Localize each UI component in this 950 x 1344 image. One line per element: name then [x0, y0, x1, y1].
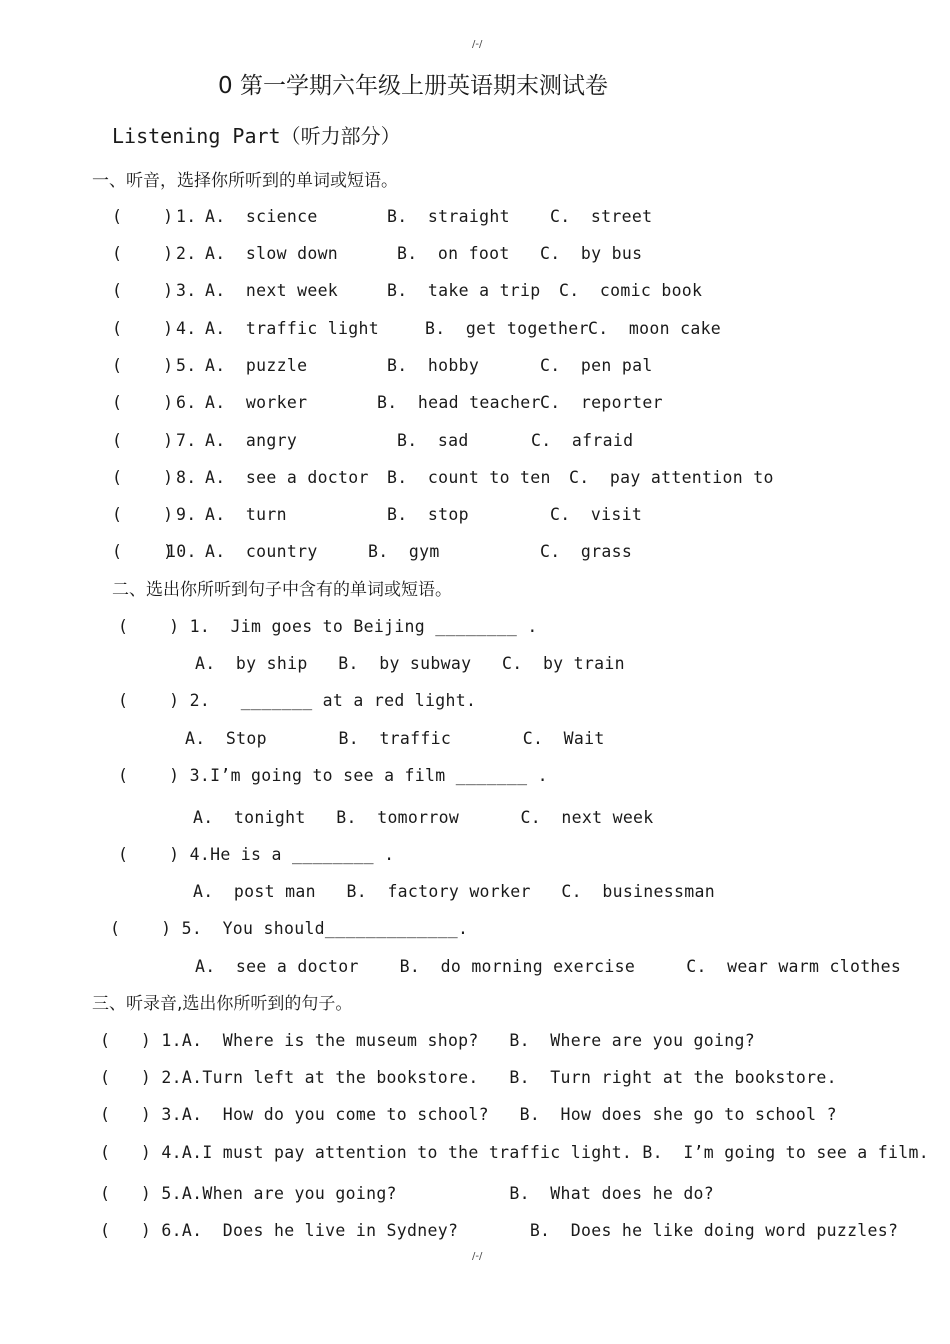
question-text[interactable]: ( ) 1. Jim goes to Beijing ________ . [118, 617, 538, 636]
question-options: A. Stop B. traffic C. Wait [185, 729, 605, 748]
item-number: 1. [176, 207, 197, 226]
list-item[interactable]: ( ) 1.A. Where is the museum shop? B. Where are you going? [100, 1031, 755, 1050]
option-b: B. straight [387, 207, 510, 226]
item-number: 6. [176, 393, 197, 412]
option-b: B. get together [425, 319, 589, 338]
option-a: A. puzzle [205, 356, 308, 375]
item-number: 4. [176, 319, 197, 338]
answer-bracket[interactable]: ( ) [112, 356, 174, 375]
option-a: A. science [205, 207, 318, 226]
option-c: C. by bus [540, 244, 643, 263]
item-number: 10. [166, 542, 197, 561]
option-c: C. comic book [559, 281, 703, 300]
option-b: B. head teacher [377, 393, 541, 412]
list-item[interactable]: ( ) 6.A. Does he live in Sydney? B. Does he like doing word puzzles? [100, 1221, 899, 1240]
option-b: B. gym [368, 542, 440, 561]
option-c: C. visit [550, 505, 643, 524]
answer-bracket[interactable]: ( ) [112, 542, 174, 561]
item-number: 2. [176, 244, 197, 263]
question-text[interactable]: ( ) 4.He is a ________ . [118, 845, 395, 864]
item-number: 9. [176, 505, 197, 524]
item-number: 3. [176, 281, 197, 300]
option-c: C. pen pal [540, 356, 653, 375]
question-text[interactable]: ( ) 2. _______ at a red light. [118, 691, 477, 710]
option-c: C. grass [540, 542, 633, 561]
item-number: 7. [176, 431, 197, 450]
question-options: A. see a doctor B. do morning exercise C. wear warm clothes [195, 957, 902, 976]
option-b: B. take a trip [387, 281, 541, 300]
option-c: C. street [550, 207, 653, 226]
answer-bracket[interactable]: ( ) [112, 207, 174, 226]
option-b: B. stop [387, 505, 469, 524]
question-text[interactable]: ( ) 3.I’m going to see a film _______ . [118, 766, 548, 785]
header-mark: /-/ [472, 39, 483, 50]
option-a: A. next week [205, 281, 339, 300]
list-item[interactable]: ( ) 3.A. How do you come to school? B. How does she go to school ? [100, 1105, 837, 1124]
page-title: 0 第一学期六年级上册英语期末测试卷 [218, 73, 608, 99]
question-options: A. post man B. factory worker C. businessman [193, 882, 715, 901]
answer-bracket[interactable]: ( ) [112, 468, 174, 487]
question-options: A. tonight B. tomorrow C. next week [193, 808, 654, 827]
answer-bracket[interactable]: ( ) [112, 244, 174, 263]
option-a: A. slow down [205, 244, 339, 263]
option-a: A. turn [205, 505, 287, 524]
option-b: B. on foot [397, 244, 510, 263]
option-a: A. see a doctor [205, 468, 369, 487]
item-number: 5. [176, 356, 197, 375]
question-text[interactable]: ( ) 5. You should_____________. [110, 919, 469, 938]
option-c: C. pay attention to [569, 468, 774, 487]
answer-bracket[interactable]: ( ) [112, 431, 174, 450]
section2-heading: 二、选出你所听到句子中含有的单词或短语。 [112, 580, 452, 600]
option-c: C. afraid [531, 431, 634, 450]
option-a: A. angry [205, 431, 298, 450]
option-c: C. moon cake [588, 319, 722, 338]
option-a: A. worker [205, 393, 308, 412]
section3-heading: 三、听录音,选出你所听到的句子。 [92, 994, 353, 1014]
option-b: B. hobby [387, 356, 480, 375]
answer-bracket[interactable]: ( ) [112, 281, 174, 300]
section1-heading: 一、听音，选择你所听到的单词或短语。 [92, 171, 398, 191]
list-item[interactable]: ( ) 4.A.I must pay attention to the traffic light. B. I’m going to see a film. [100, 1143, 929, 1162]
option-c: C. reporter [540, 393, 663, 412]
option-b: B. sad [397, 431, 469, 450]
question-options: A. by ship B. by subway C. by train [195, 654, 625, 673]
answer-bracket[interactable]: ( ) [112, 393, 174, 412]
list-item[interactable]: ( ) 5.A.When are you going? B. What does he do? [100, 1184, 715, 1203]
item-number: 8. [176, 468, 197, 487]
option-a: A. traffic light [205, 319, 379, 338]
option-b: B. count to ten [387, 468, 551, 487]
answer-bracket[interactable]: ( ) [112, 319, 174, 338]
option-a: A. country [205, 542, 318, 561]
part-title: Listening Part（听力部分） [112, 124, 401, 148]
list-item[interactable]: ( ) 2.A.Turn left at the bookstore. B. Turn right at the bookstore. [100, 1068, 837, 1087]
footer-mark: /-/ [472, 1251, 483, 1262]
answer-bracket[interactable]: ( ) [112, 505, 174, 524]
